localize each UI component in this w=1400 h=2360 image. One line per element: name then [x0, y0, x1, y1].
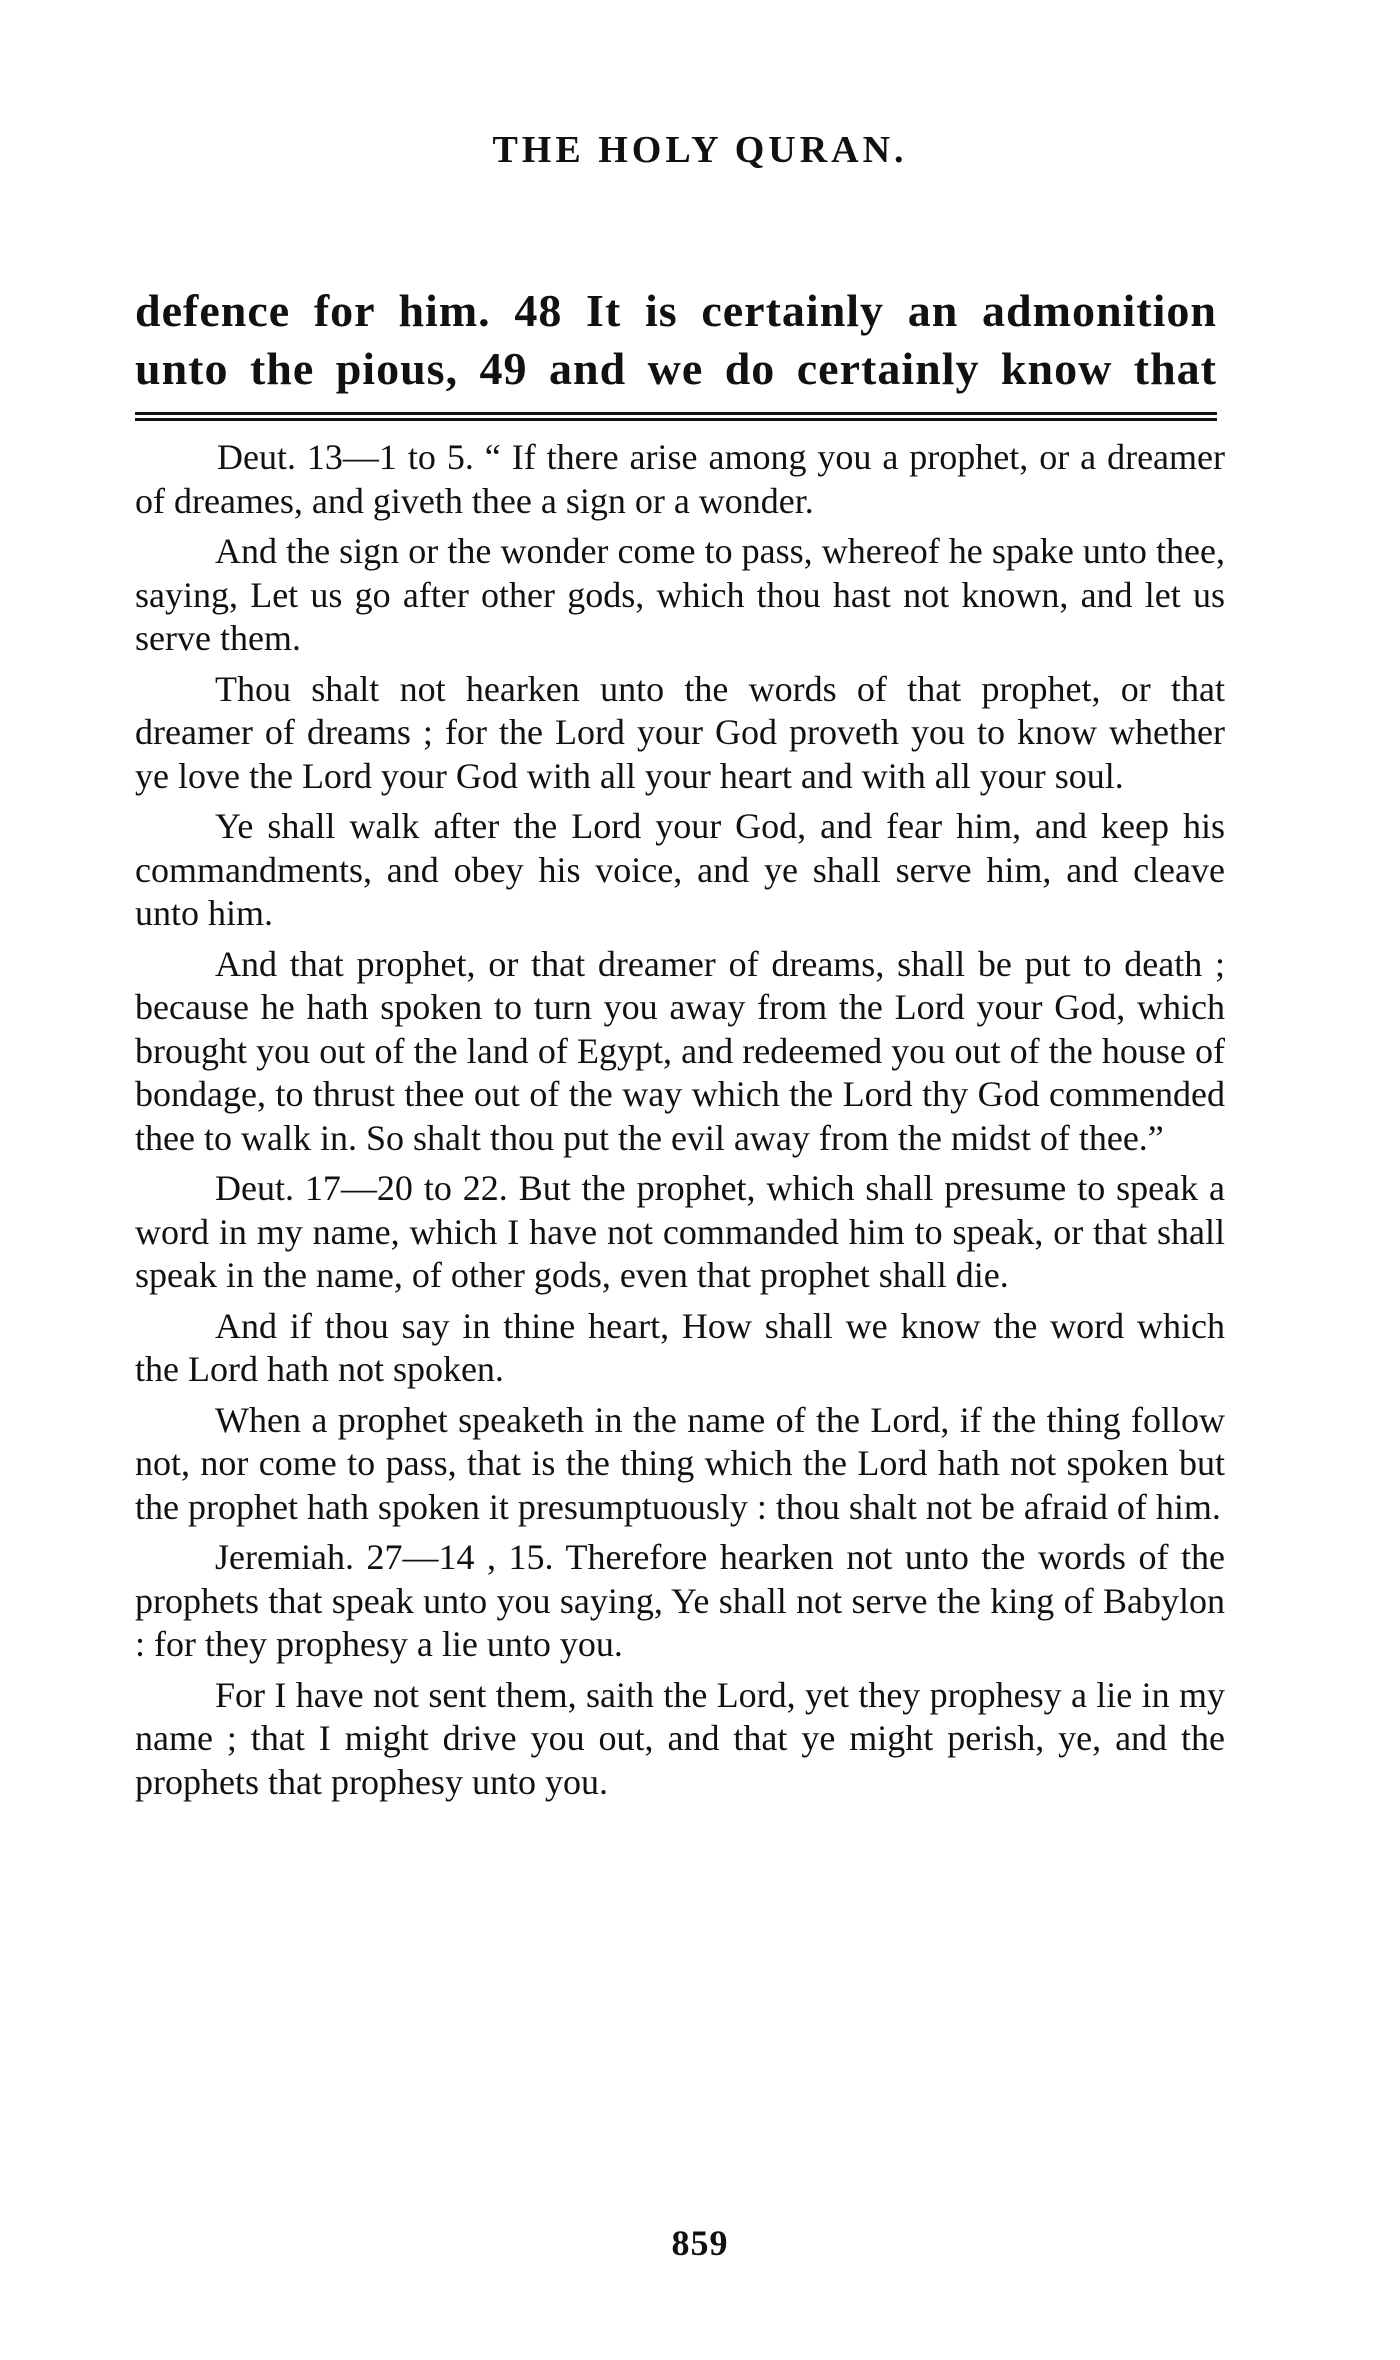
footnote-paragraph: [135, 530, 1225, 661]
footnote-text: For I have not sent them, saith the Lord, yet they prophesy a lie in my name ; that I might drive you out, and that ye might perish, ye, and the prophets that prophesy unto you.: [135, 1674, 1225, 1802]
footnote-text: And that prophet, or that dreamer of dreams, shall be put to death ; because he hath spoken to turn you away from the Lord your God, which brought you out of the land of Egypt, and redeemed you out of the house of bondage, to thrust thee out of the way which the Lord thy God commended thee to walk in. So shalt thou put the evil away from the midst of thee.”: [135, 943, 1225, 1158]
main-text-line: unto the pious, 49 and we do certainly know that: [135, 343, 1217, 394]
footnote-paragraph: [135, 1536, 1225, 1667]
footnote-block: [135, 436, 1225, 1811]
footnote-text: Thou shalt not hearken unto the words of that prophet, or that dreamer of dreams ; for the Lord your God proveth you to know whether ye love the Lord your God with all your heart and with all your soul.: [135, 668, 1225, 796]
footnote-paragraph: [135, 1674, 1225, 1805]
footnote-text: When a prophet speaketh in the name of the Lord, if the thing follow not, nor come to pass, that is the thing which the Lord hath not spoken but the prophet hath spoken it presumptuously : thou shalt not be afraid of him.: [135, 1399, 1225, 1527]
footnote-text: But the prophet, which shall presume to speak a word in my name, which I have not commanded him to speak, or that shall speak in the name, of other gods, even that prophet shall die.: [135, 1168, 1226, 1295]
page-number: 859: [671, 2223, 729, 2263]
footnote-text: And if thou say in thine heart, How shall we know the word which the Lord hath not spoken.: [135, 1305, 1225, 1389]
scripture-reference: Deut. 13—1 to 5.: [217, 437, 474, 477]
footnote-text: “ If there arise among you a prophet, or a dreamer of dreames, and giveth thee a sign or a wonder.: [135, 437, 1225, 521]
footnote-paragraph: [135, 1399, 1225, 1530]
main-text-block: [135, 282, 1217, 398]
scripture-reference: Jeremiah. 27—14 , 15.: [215, 1537, 554, 1577]
footnote-paragraph: [135, 943, 1225, 1161]
footnote-text: And the sign or the wonder come to pass, whereof he spake unto thee, saying, Let us go after other gods, which thou hast not known, and let us serve them.: [135, 531, 1225, 658]
footnote-paragraph: [135, 668, 1225, 799]
main-text-line: defence for him. 48 It is certainly an admonition: [135, 285, 1217, 336]
double-rule-divider: [135, 412, 1217, 421]
footnote-paragraph: [135, 805, 1225, 936]
scripture-reference: Deut. 17—20 to 22.: [215, 1168, 508, 1208]
footnote-paragraph: [135, 1305, 1225, 1392]
footnote-paragraph: [135, 436, 1225, 523]
footnote-text: Ye shall walk after the Lord your God, and fear him, and keep his commandments, and obey his voice, and ye shall serve him, and cleave unto him.: [135, 806, 1225, 933]
footnote-paragraph: [135, 1167, 1225, 1298]
footnote-text: Therefore hearken not unto the words of the prophets that speak unto you saying, Ye shall not serve the king of Babylon : for they prophesy a lie unto you.: [135, 1537, 1225, 1664]
running-title: THE HOLY QURAN.: [492, 129, 908, 171]
